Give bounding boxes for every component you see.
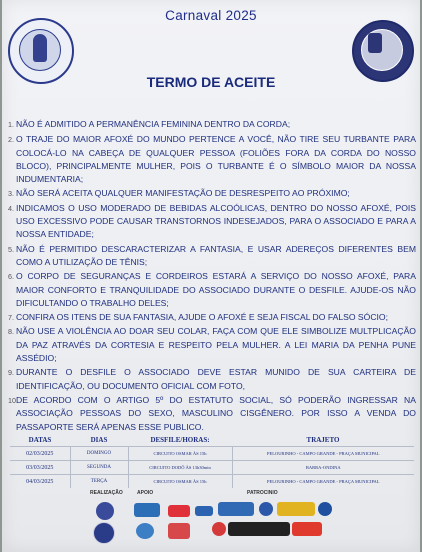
- sponsor-logo: [212, 522, 226, 536]
- table-row: [10, 461, 414, 475]
- apoio-logo: [195, 506, 213, 516]
- rule-item: 1. NÃO É ADMITIDO A PERMANÊNCIA FEMININA DENTRO DA CORDA;: [8, 119, 291, 129]
- apoio-logo: [136, 523, 154, 539]
- route-cell: PELOURINHO - CAMPO GRANDE - PRAÇA MUNICIPAL: [232, 447, 414, 461]
- event-title: Carnaval 2025: [165, 8, 257, 23]
- sponsor-logo: [218, 502, 254, 516]
- rule-item: 5. NÃO É PERMITIDO DESCARACTERIZAR A FANTASIA, E USAR ADEREÇOS DIFERENTES BEM COMO A UTILIZAÇÃO DE TÊNIS;: [8, 243, 416, 267]
- schedule-table: [10, 433, 414, 488]
- route-cell: BARRA-ONDINA: [232, 461, 414, 475]
- table-row: [10, 447, 414, 461]
- day-cell: DOMINGO: [70, 447, 128, 461]
- rule-item: 6. O CORPO DE SEGURANÇAS E CORDEIROS ESTARÁ A SERVIÇO DO NOSSO AFOXÉ, PARA MAIOR CONFORTO E TRANQUILIDADE DO ASSOCIADO DURANTE O DESFILE. AJUDE-OS NÃO DIFICULTANDO O TRABALHO DELES;: [8, 271, 416, 308]
- sponsor-labels: [2, 490, 420, 500]
- column-header: DIAS: [70, 433, 128, 447]
- route-cell: PELOURINHO - CAMPO GRANDE - PRAÇA MUNICIPAL: [232, 475, 414, 489]
- rule-item: 10. DE ACORDO COM O ARTIGO 5º DO ESTATUTO SOCIAL, SÓ PODERÃO INGRESSAR NA ASSOCIAÇÃO PESSOAS DO SEXO, MASCULINO CISGÊNERO. POR ISSO A VENDA DO PASSAPORTE SERÁ APENAS ESSE PUBLICO.: [8, 394, 416, 432]
- date-cell: 04/03/2025: [10, 475, 70, 489]
- day-cell: SEGUNDA: [70, 461, 128, 475]
- sponsor-logo: [292, 522, 322, 536]
- apoio-label: APOIO: [137, 490, 154, 496]
- rule-item: 7. CONFIRA OS ITENS DE SUA FANTASIA, AJUDE O AFOXÉ E SEJA FISCAL DO FALSO SÓCIO;: [8, 312, 389, 323]
- apoio-logo: [134, 503, 160, 517]
- column-header: DATAS: [10, 433, 70, 447]
- patrocinio-label: PATROCINIO: [247, 490, 278, 496]
- organization-seal-logo: [352, 20, 414, 82]
- rule-item: 4. INDICAMOS O USO MODERADO DE BEBIDAS ALCOÓLICAS, DENTRO DO NOSSO AFOXÉ, POIS USO EXCESSIVO PODE CAUSAR TRANSTORNOS INDESEJADOS, PARA O ASSOCIADO E PARA A NOSSA ENTIDADE;: [8, 202, 416, 240]
- rule-item: 3. NÃO SERÁ ACEITA QUALQUER MANIFESTAÇÃO DE DESRESPEITO AO PRÓXIMO;: [8, 188, 350, 199]
- column-header: DESFILE/HORAS:: [128, 433, 232, 447]
- parade-cell: CIRCUITO OSMAR ÀS 15h: [128, 447, 232, 461]
- axe-music-logo: [277, 502, 315, 516]
- date-cell: 03/03/2025: [10, 461, 70, 475]
- column-header: TRAJETO: [232, 433, 414, 447]
- apoio-logo: [168, 505, 190, 517]
- realizacao-seal-logo: [93, 522, 115, 544]
- parade-cell: CIRCUITO OSMAR ÀS 15h: [128, 475, 232, 489]
- realizacao-label: REALIZAÇÃO: [90, 490, 123, 496]
- rule-item: 8. NÃO USE A VIOLÊNCIA AO DOAR SEU COLAR, FAÇA COM QUE ELE SIMBOLIZE MULTPLICAÇÃO DA PAZ ATRAVÉS DA CORTESIA E RESPEITO PELA MULHER. A LEI MARIA DA PENHA PUNE ASSÉDIO;: [8, 326, 416, 364]
- table-row: [10, 475, 414, 489]
- document-title: TERMO DE ACEITE: [146, 74, 276, 90]
- ouro-negro-logo: [228, 522, 290, 536]
- document-sheet: [2, 0, 420, 552]
- sponsor-logo: [318, 502, 332, 516]
- rule-item: 2. O TRAJE DO MAIOR AFOXÉ DO MUNDO PERTENCE A VOCÊ, NÃO TIRE SEU TURBANTE PARA COLOCÁ-LO NA CABEÇA DE QUALQUER PESSOA (FOLIÕES FORA DA CORDA DO NOSSO BLOCO), PRINCIPALMENTE MULHER, POIS O TURBANTE É O SÍMBOLO MAIOR DA NOSSA INDUMENTARIA;: [8, 134, 416, 185]
- sponsor-logo: [259, 502, 273, 516]
- date-cell: 02/03/2025: [10, 447, 70, 461]
- rule-item: 9. DURANTE O DESFILE O ASSOCIADO DEVE ESTAR MUNIDO DE SUA CARTEIRA DE IDENTIFICAÇÃO, OU DOCUMENTO OFICIAL COM FOTO,: [8, 367, 416, 391]
- apoio-logo: [168, 523, 190, 539]
- parade-cell: CIRCUITO DODÔ ÀS 13h30min: [128, 461, 232, 475]
- day-cell: TERÇA: [70, 475, 128, 489]
- realizacao-logo: [96, 502, 114, 520]
- rules-list: [8, 118, 416, 434]
- schedule-header-row: [10, 433, 414, 447]
